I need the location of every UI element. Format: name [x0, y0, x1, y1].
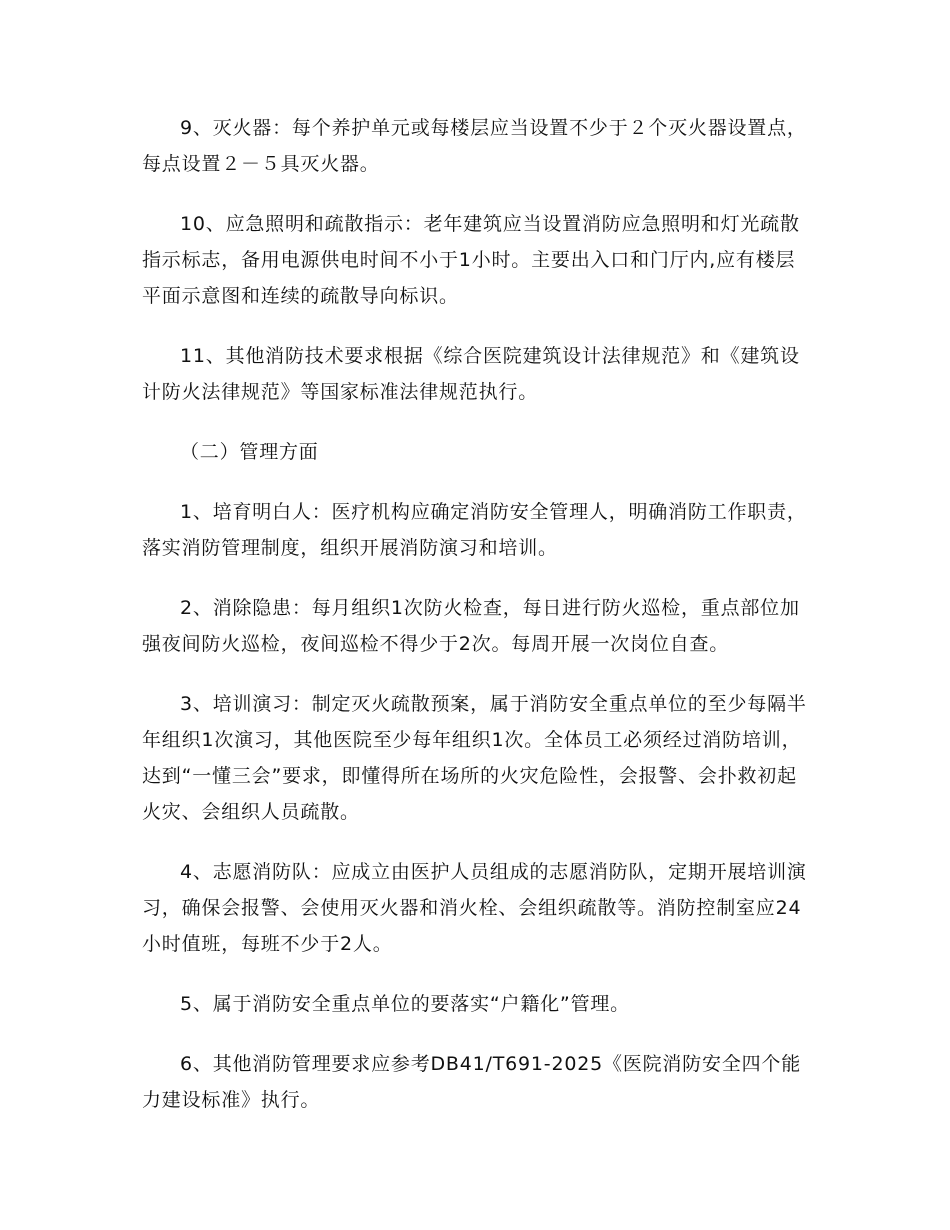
paragraph-emergency-lighting: 10、应急照明和疏散指示：老年建筑应当设置消防应急照明和灯光疏散指示标志，备用电源供电时间不小于1小时。主要出入口和门厅内,应有楼层平面示意图和连续的疏散导向标识。: [142, 213, 800, 307]
paragraph-other-technical-requirements: 11、其他消防技术要求根据《综合医院建筑设计法律规范》和《建筑设计防火法律规范》等国家标准法律规范执行。: [142, 345, 800, 403]
paragraph-other-management-requirements: 6、其他消防管理要求应参考DB41/T691-2025《医院消防安全四个能力建设标准》执行。: [142, 1053, 802, 1111]
section-heading-management: （二）管理方面: [180, 441, 319, 463]
paragraph-household-management: 5、属于消防安全重点单位的要落实“户籍化”管理。: [180, 993, 630, 1015]
paragraph-responsible-person: 1、培育明白人：医疗机构应确定消防安全管理人，明确消防工作职责，落实消防管理制度，组织开展消防演习和培训。: [142, 501, 807, 559]
document-body: [142, 110, 812, 1142]
paragraph-fire-extinguisher: 9、灭火器：每个养护单元或每楼层应当设置不少于２个灭火器设置点，每点设置２－５具灭火器。: [142, 117, 807, 175]
paragraph-training-drills: 3、培训演习：制定灭火疏散预案，属于消防安全重点单位的至少每隔半年组织1次演习，其他医院至少每年组织1次。全体员工必须经过消防培训，达到“一懂三会”要求，即懂得所在场所的火灾危险性，会报警、会扑救初起火灾、会组织人员疏散。: [142, 693, 807, 823]
paragraph-volunteer-fire-team: 4、志愿消防队：应成立由医护人员组成的志愿消防队，定期开展培训演习，确保会报警、会使用灭火器和消火栓、会组织疏散等。消防控制室应24小时值班，每班不少于2人。: [142, 861, 807, 955]
paragraph-eliminate-hazards: 2、消除隐患：每月组织1次防火检查，每日进行防火巡检，重点部位加强夜间防火巡检，夜间巡检不得少于2次。每周开展一次岗位自查。: [142, 597, 800, 655]
